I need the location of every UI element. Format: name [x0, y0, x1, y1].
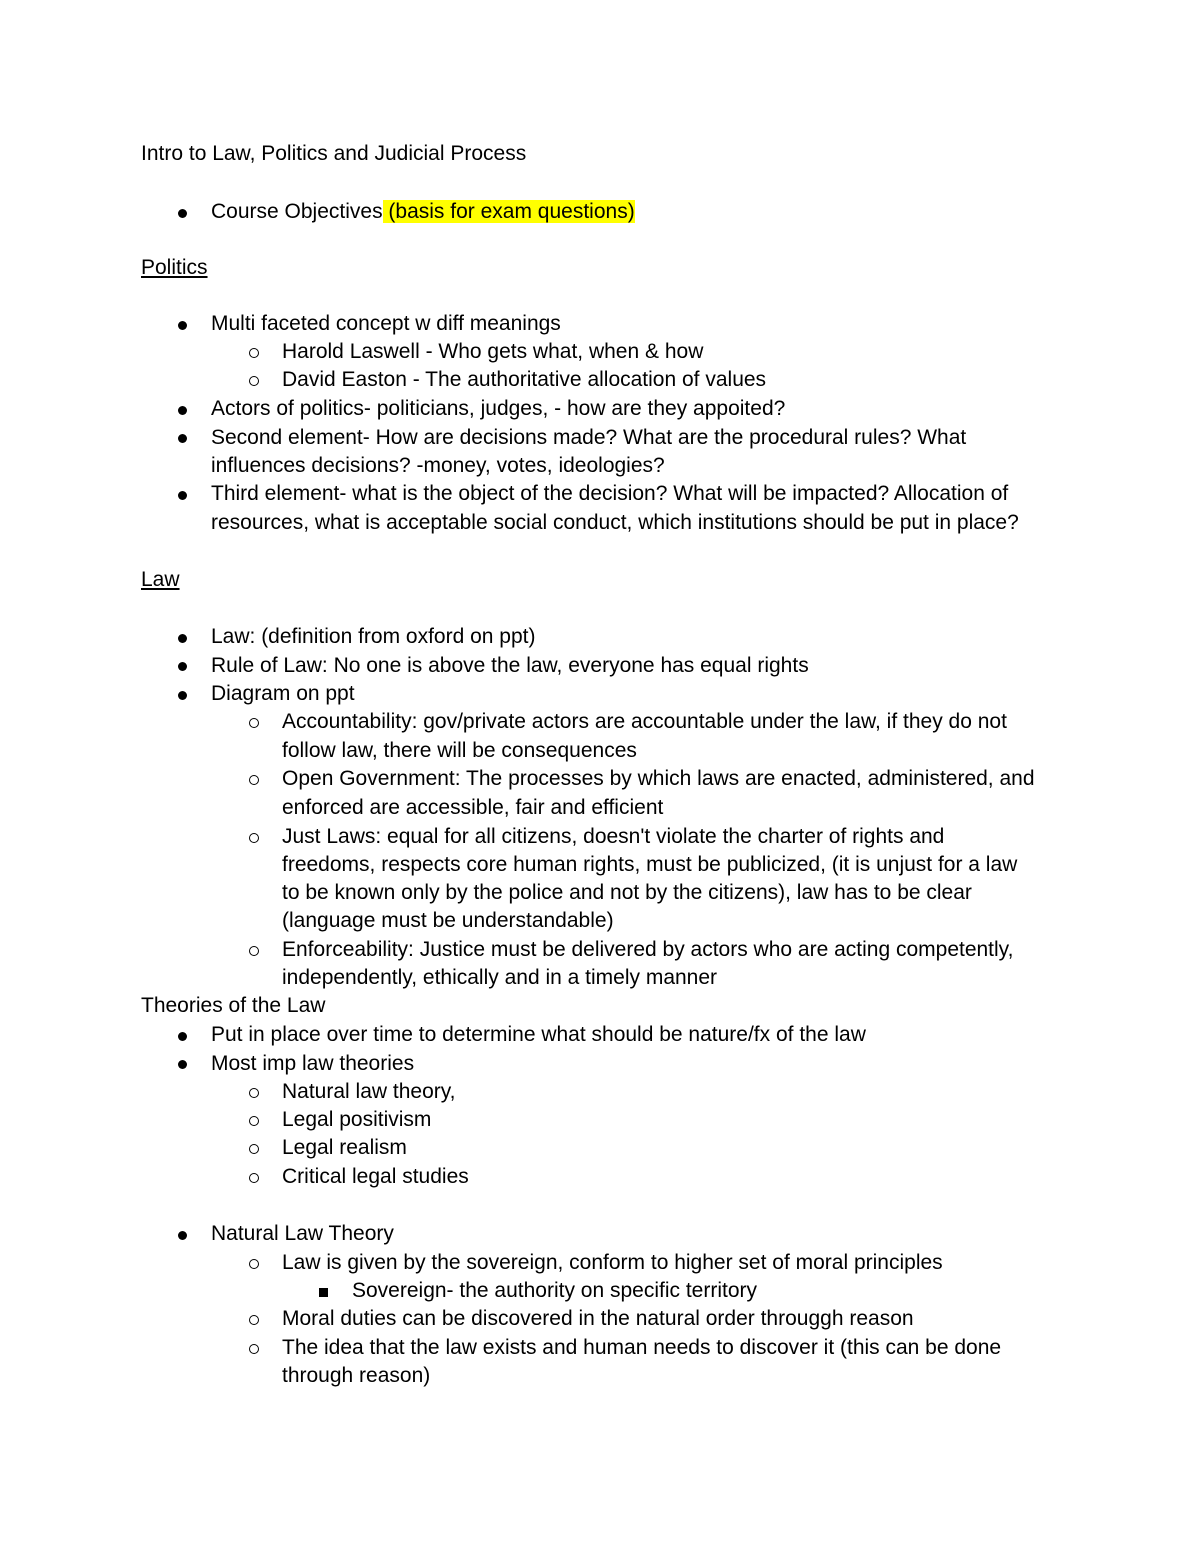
objectives-text: Course Objectives: [211, 200, 383, 223]
list-item: Second element- How are decisions made? What are the procedural rules? What: [211, 426, 967, 449]
disc-bullet: [178, 321, 187, 330]
circle-bullet: [249, 1144, 259, 1154]
disc-bullet: [178, 691, 187, 700]
list-item: Harold Laswell - Who gets what, when & how: [282, 340, 704, 363]
square-bullet: [319, 1288, 328, 1297]
document-title: Intro to Law, Politics and Judicial Process: [141, 142, 527, 165]
circle-bullet: [249, 1088, 259, 1098]
list-item: Critical legal studies: [282, 1165, 469, 1188]
disc-bullet: [178, 491, 187, 500]
disc-bullet: [178, 406, 187, 415]
list-item: Most imp law theories: [211, 1052, 415, 1075]
list-item: David Easton - The authoritative allocation of values: [282, 368, 767, 391]
list-item: Moral duties can be discovered in the natural order througgh reason: [282, 1307, 914, 1330]
circle-bullet: [249, 348, 259, 358]
list-item-continuation: freedoms, respects core human rights, must be publicized, (it is unjust for a law: [282, 853, 1018, 876]
list-item: Natural law theory,: [282, 1080, 456, 1103]
objectives-line: [211, 198, 635, 226]
list-item-continuation: resources, what is acceptable social conduct, which institutions should be put in place?: [211, 511, 1019, 534]
disc-bullet: [178, 1060, 187, 1069]
disc-bullet: [178, 434, 187, 443]
list-item: The idea that the law exists and human needs to discover it (this can be done: [282, 1336, 1002, 1359]
law-heading: Law: [141, 568, 180, 591]
list-item: Legal realism: [282, 1136, 407, 1159]
disc-bullet: [178, 1032, 187, 1041]
list-item: Natural Law Theory: [211, 1222, 394, 1245]
circle-bullet: [249, 1315, 259, 1325]
list-item: Open Government: The processes by which laws are enacted, administered, and: [282, 767, 1035, 790]
list-item-continuation: influences decisions? -money, votes, ideologies?: [211, 454, 665, 477]
list-item: Put in place over time to determine what should be nature/fx of the law: [211, 1023, 866, 1046]
list-item: Diagram on ppt: [211, 682, 355, 705]
list-item-continuation: to be known only by the police and not by the citizens), law has to be clear: [282, 881, 972, 904]
circle-bullet: [249, 376, 259, 386]
disc-bullet: [178, 634, 187, 643]
list-item: Rule of Law: No one is above the law, everyone has equal rights: [211, 654, 809, 677]
list-item: Actors of politics- politicians, judges, - how are they appoited?: [211, 397, 786, 420]
list-item-continuation: enforced are accessible, fair and efficient: [282, 796, 664, 819]
list-item: Enforceability: Justice must be delivered by actors who are acting competently,: [282, 938, 1014, 961]
list-item: Just Laws: equal for all citizens, doesn't violate the charter of rights and: [282, 825, 945, 848]
list-item: Law: (definition from oxford on ppt): [211, 625, 536, 648]
list-item-continuation: follow law, there will be consequences: [282, 739, 637, 762]
list-item: Law is given by the sovereign, conform to higher set of moral principles: [282, 1251, 943, 1274]
theories-heading: Theories of the Law: [141, 994, 326, 1017]
list-item-continuation: (language must be understandable): [282, 909, 614, 932]
circle-bullet: [249, 1173, 259, 1183]
circle-bullet: [249, 775, 259, 785]
list-item: Multi faceted concept w diff meanings: [211, 312, 561, 335]
circle-bullet: [249, 1259, 259, 1269]
circle-bullet: [249, 946, 259, 956]
disc-bullet: [178, 1231, 187, 1240]
list-item-continuation: through reason): [282, 1364, 431, 1387]
list-item-continuation: independently, ethically and in a timely manner: [282, 966, 718, 989]
list-item: Third element- what is the object of the decision? What will be impacted? Allocation of: [211, 482, 1009, 505]
circle-bullet: [249, 1116, 259, 1126]
circle-bullet: [249, 718, 259, 728]
list-item: Legal positivism: [282, 1108, 432, 1131]
disc-bullet: [178, 209, 187, 218]
disc-bullet: [178, 662, 187, 671]
objectives-highlight: (basis for exam questions): [382, 200, 635, 223]
circle-bullet: [249, 1344, 259, 1354]
list-item: Sovereign- the authority on specific territory: [352, 1279, 758, 1302]
politics-heading: Politics: [141, 256, 208, 279]
circle-bullet: [249, 833, 259, 843]
list-item: Accountability: gov/private actors are accountable under the law, if they do not: [282, 710, 1007, 733]
